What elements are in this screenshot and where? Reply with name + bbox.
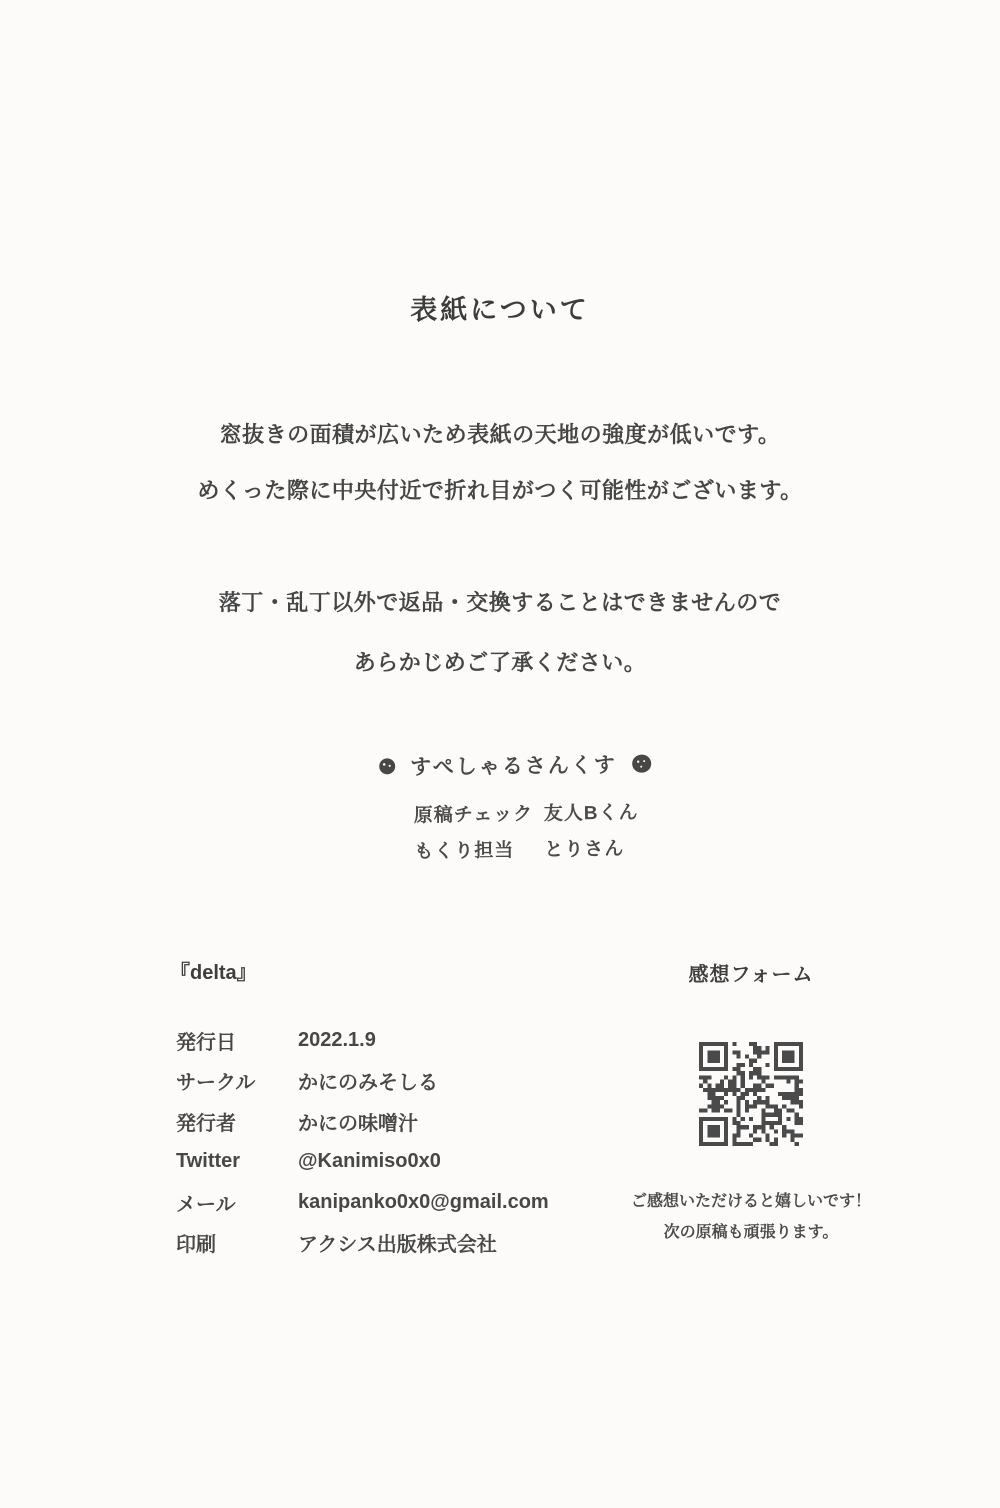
colophon-row [176, 1101, 549, 1142]
colophon-row [176, 1061, 549, 1102]
thanks-role: 原稿チェック [413, 803, 534, 827]
notice-line-2: めくった際に中央付近で折れ目がつく可能性がございます。 [197, 478, 803, 503]
colophon-value: @Kanimiso0x0 [298, 1150, 441, 1173]
colophon-table [176, 1020, 549, 1263]
book-title: 『delta』 [170, 962, 257, 984]
doodle-face-icon [378, 757, 396, 775]
colophon-row [176, 1020, 549, 1061]
feedback-message-line-1: ご感想いただけると嬉しいです！ [630, 1193, 871, 1210]
doodle-blob-icon [631, 754, 652, 774]
feedback-form-heading: 感想フォーム [688, 964, 814, 986]
thanks-name: 友人Bくん [543, 802, 639, 825]
special-thanks-heading-row [378, 749, 652, 782]
colophon-label: Twitter [176, 1150, 241, 1173]
colophon-label: 発行日 [176, 1031, 236, 1054]
colophon-label: メール [176, 1193, 236, 1216]
colophon-value: kanipanko0x0@gmail.com [298, 1190, 549, 1213]
special-thanks-heading: すぺしゃるさんくす [410, 753, 617, 780]
colophon-value: かにの味噌汁 [298, 1112, 418, 1135]
notice-line-1: 窓抜きの面積が広いため表紙の天地の強度が低いです。 [219, 422, 781, 447]
colophon-row [176, 1223, 549, 1264]
notice-line-3: 落丁・乱丁以外で返品・交換することはできませんので [218, 590, 782, 615]
feedback-message-line-2: 次の原稿も頑張ります。 [663, 1224, 839, 1241]
feedback-section [626, 958, 876, 1248]
thanks-role: もくり担当 [414, 840, 515, 863]
colophon-label: 発行者 [176, 1112, 236, 1135]
thanks-name: とりさん [544, 838, 625, 861]
colophon-label: 印刷 [176, 1234, 216, 1257]
colophon-value: 2022.1.9 [298, 1028, 376, 1051]
colophon-value: アクシス出版株式会社 [298, 1234, 497, 1257]
colophon-value: かにのみそしる [298, 1072, 438, 1095]
colophon-label: サークル [176, 1072, 256, 1095]
qr-code [699, 1042, 803, 1146]
notice-line-4: あらかじめご了承ください。 [353, 650, 647, 675]
special-thanks-list [414, 797, 640, 863]
feedback-message [626, 1186, 876, 1248]
page-title: 表紙について [410, 295, 590, 325]
colophon-row [176, 1142, 549, 1183]
colophon-row [176, 1182, 549, 1223]
